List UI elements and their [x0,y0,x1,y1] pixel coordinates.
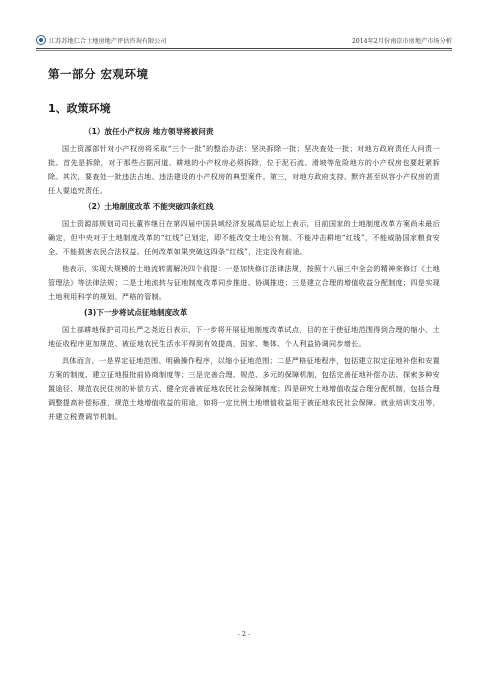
subsection-title-3: (3)下一步将试点征地制度改革 [84,308,188,317]
page-header [36,33,452,47]
subsection-title-1: （1）放任小产权房 地方领导将被问责 [84,127,214,136]
header-report-title: 2014年2月份南京市房地产市场分析 [351,37,452,45]
paragraph: 国土部耕地保护司司长严之尧近日表示，下一步将开展征地制度改革试点，目的在于使征地范围得到合理的缩小、土地征收程序更加规范、被征地农民生活水平得到有效提高，国家、集体、个人利益协调同步增长。 [48,325,440,348]
page-content [48,58,440,427]
page-number: - 2 - [237,630,251,638]
section-title: 1、政策环境 [48,102,111,115]
paragraph: 国土资源部规划司司长董祚继日在第四届中国县域经济发展高层论坛上表示，目前国家的土地制度改革方案尚未最后确定，但中央对于土地制度改革的“红线”已划定，即不能改变土地公有制、不能冲击耕地“红线”，不能威胁国家粮食安全、不能损害农民合法权益。任何改革如果突破这四条“红线”，注定没有前途。 [48,219,440,256]
header-rule-thin [36,50,452,51]
subsection-title-2: （2）土地制度改革 不能突破四条红线 [84,202,214,211]
part-title: 第一部分 宏观环境 [48,67,149,81]
header-rule [36,48,452,49]
company-logo-icon [36,35,46,45]
paragraph: 他表示，实现大规模的土地流转需解决四个前提：一是加快修订法律法规，按照十八届三中全会的精神来修订《土地管理法》等法律法规；二是土地流转与征地制度改革同步推进、协调推进；三是建立合理的增值收益分配制度；四是实现土地利用科学的规划、严格的管制。 [48,264,440,301]
header-company-name: 江苏苏地仁合土地房地产评估咨询有限公司 [49,37,167,45]
paragraph: 具体而言，一是界定征地范围、明确操作程序，以缩小征地范围；二是严格征地程序，包括建立拟定征地补偿和安置方案的制度、建立征地报批前协商制度等；三是完善合理、规范、多元的保障机制，包括完善征地补偿办法、探索多种安置途径、规范农民住房的补偿方式、健全完善被征地农民社会保障制度；四是研究土地增值收益合理分配机制，包括合理调整提高补偿标准，规范土地增值收益的用途，如将一定比例土地增值收益用于被征地农民社会保障、就业培训支出等，并建立税费调节机制。 [48,356,440,421]
paragraph: 国土资源部针对小产权房将采取“三个一批”的整治办法：坚决拆除一批；坚决查处一批；对地方政府责任人问责一批。首先是拆除，对于那些占据河道、耕地的小产权房必须拆除，位于泥石流、滑坡等危险地方的小产权房也要赶紧拆除。其次，要查处一批违法占地、违法建设的小产权房的典型案件。第三，对地方政府支持、默许甚至纵容小产权房的责任人要追究责任。 [48,144,440,195]
header-left [36,35,167,45]
